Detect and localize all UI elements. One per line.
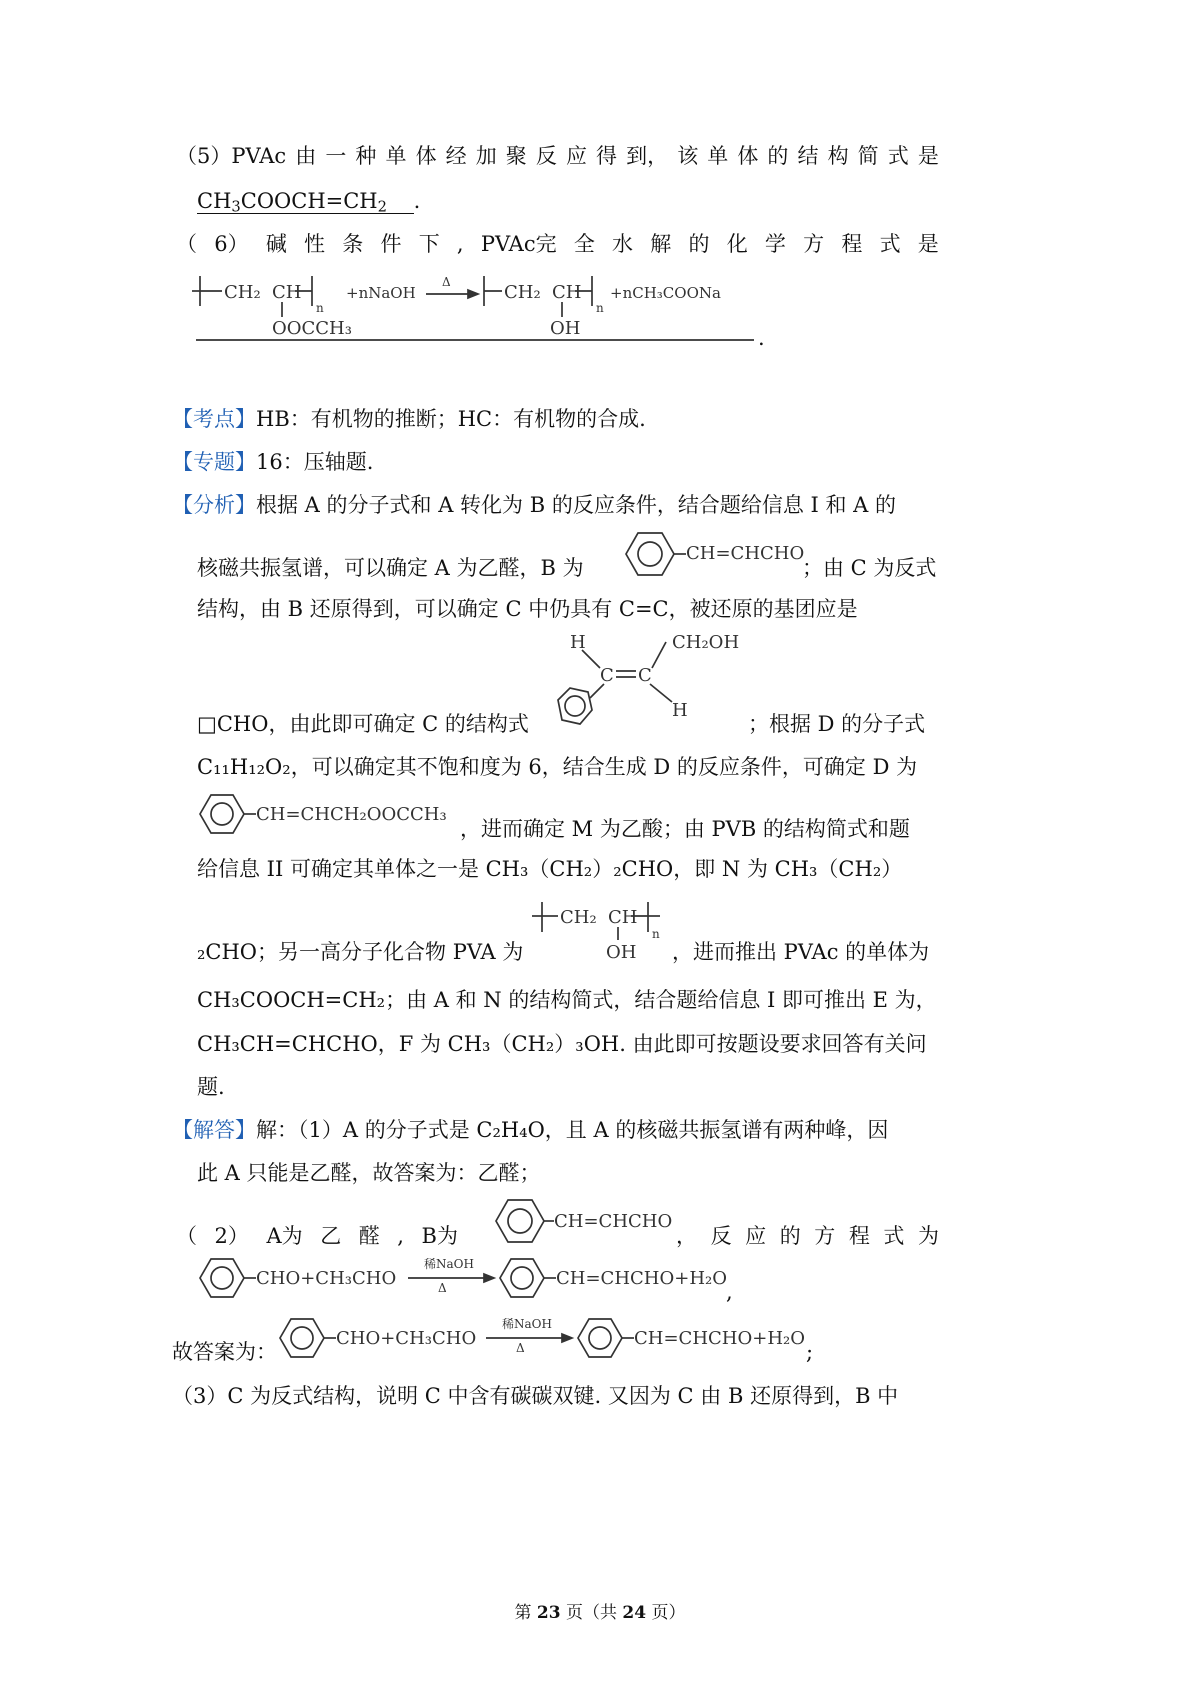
- condition-bottom: Δ: [516, 1341, 525, 1355]
- cinnamyl-alcohol-structure: [540, 628, 760, 738]
- jieda-text: 解：（1）A 的分子式是 C₂H₄O，且 A 的核磁共振氢谱有两种峰，因: [256, 1118, 889, 1142]
- q2-text-segment: 2）: [214, 1224, 249, 1248]
- q5-text-segment: 一: [325, 144, 347, 168]
- q5-text-segment: 聚: [505, 144, 527, 168]
- q6-text-segment: 碱: [265, 232, 287, 256]
- q5-text-segment: 是: [917, 144, 939, 168]
- fenxi-line-4a: □CHO，由此即可确定 C 的结构式: [197, 712, 529, 736]
- aldol-equation-2-svg: [276, 1310, 816, 1370]
- bond: [650, 684, 672, 702]
- products-label: CH=CHCHO+H₂O: [634, 1328, 805, 1349]
- q6-end: .: [758, 326, 765, 350]
- c-label: C: [600, 665, 614, 686]
- total-pages: 24: [622, 1603, 647, 1623]
- benzene-ring: [626, 533, 674, 575]
- cinnamaldehyde-svg: [618, 526, 808, 586]
- fenxi-tag: 【分析】: [172, 493, 256, 517]
- arrow-head: [484, 1274, 494, 1282]
- zhuanti-text: 16：压轴题.: [256, 450, 374, 474]
- benzene-circle: [638, 542, 662, 566]
- q2-text-segment: 式: [883, 1224, 905, 1248]
- q5-text-segment: 的: [767, 144, 789, 168]
- benzene-ring: [558, 688, 592, 724]
- q5-text-segment: 加: [475, 144, 497, 168]
- q6-text-segment: PVAc完: [480, 232, 557, 256]
- q2-text-segment: 程: [848, 1224, 870, 1248]
- eq1-comma: ,: [726, 1280, 733, 1304]
- q2-text-segment: 方: [814, 1224, 836, 1248]
- fenxi-line-1: [172, 493, 896, 518]
- condition-top: 稀NaOH: [502, 1317, 552, 1331]
- q5-text-segment: 应: [565, 144, 587, 168]
- q2-text-segment: （: [176, 1224, 197, 1248]
- fenxi-line-9: CH₃COOCH=CH₂；由 A 和 N 的结构简式，结合题给信息 I 即可推出 E 为，: [197, 988, 937, 1012]
- q2-text-segment: ,: [397, 1224, 404, 1248]
- q6-text-segment: 化: [726, 232, 748, 256]
- ch-label: CH: [552, 282, 582, 303]
- fenxi-text: 根据 A 的分子式和 A 转化为 B 的反应条件，结合题给信息 I 和 A 的: [256, 493, 896, 517]
- product-label: +nCH₃COONa: [610, 284, 721, 302]
- q5-text-segment: 反: [535, 144, 557, 168]
- ch-label: CH: [608, 907, 638, 928]
- q6-equation: [196, 268, 766, 346]
- cinnamaldehyde-label: CH=CHCHO: [554, 1211, 673, 1232]
- q3-line: （3）C 为反式结构，说明 C 中含有碳碳双键. 又因为 C 由 B 还原得到，B 中: [172, 1384, 899, 1408]
- q2-text-segment: A为: [266, 1224, 303, 1248]
- benzene-ring: [280, 1319, 324, 1357]
- q2-text-segment: 为: [917, 1224, 939, 1248]
- q6-text-segment: ,: [456, 232, 464, 256]
- q2-text-segment: 应: [745, 1224, 767, 1248]
- fenxi-line-2a: 核磁共振氢谱，可以确定 A 为乙醛，B 为: [197, 556, 584, 580]
- condition-top: 稀NaOH: [424, 1257, 474, 1271]
- cinnamyl-acetate-svg: [196, 788, 466, 844]
- q5-text-segment: 结: [797, 144, 819, 168]
- q2-text-segment: ，: [676, 1224, 697, 1248]
- fenxi-line-7: 给信息 II 可确定其单体之一是 CH₃（CH₂）₂CHO，即 N 为 CH₃（CH₂）: [197, 857, 903, 881]
- jieda-line-2: 此 A 只能是乙醛，故答案为：乙醛；: [197, 1161, 541, 1185]
- ch2-label: CH₂: [560, 907, 597, 928]
- q5-answer-formula: $CH_3COOCH=CH_2$: [197, 189, 414, 214]
- benzene-ring: [496, 1200, 544, 1242]
- fenxi-line-11: 题.: [197, 1075, 225, 1099]
- benzene-ring: [578, 1319, 622, 1357]
- q6-text-segment: 式: [879, 232, 901, 256]
- ch2oh-label: CH₂OH: [672, 632, 740, 653]
- kaodian-line: [172, 407, 646, 432]
- benzene-circle: [589, 1327, 611, 1349]
- current-page: 23: [536, 1603, 561, 1623]
- ch-label: CH: [272, 282, 302, 303]
- n-label: n: [316, 301, 324, 315]
- q5-text-segment: 单: [707, 144, 729, 168]
- q6-text-segment: 方: [803, 232, 825, 256]
- page-footer: 第 23 页（共 24 页）: [514, 1603, 686, 1623]
- q2-text-segment: 反: [710, 1224, 732, 1248]
- c-label: C: [638, 665, 652, 686]
- fenxi-line-3: 结构，由 B 还原得到，可以确定 C 中仍具有 C=C，被还原的基团应是: [197, 597, 858, 621]
- q6-text-segment: 解: [650, 232, 672, 256]
- q5-answer: $CH_3COOCH=CH_2$ .: [197, 189, 421, 216]
- q5-text-segment: 该: [677, 144, 699, 168]
- q6-text-segment: 条: [342, 232, 364, 256]
- pva-svg: [536, 898, 676, 962]
- benzene-circle: [511, 1267, 533, 1289]
- q6-text-segment: 6）: [214, 232, 249, 256]
- q2-text-segment: B为: [421, 1224, 458, 1248]
- q2-text-segment: 乙: [320, 1224, 342, 1248]
- cinnamaldehyde-label: CH=CHCHO: [686, 543, 805, 564]
- oh-label: OH: [550, 318, 581, 339]
- oh-label: OH: [606, 942, 637, 963]
- fenxi-line-2b: ；由 C 为反式: [802, 556, 937, 580]
- q5-text-segment: 得: [596, 144, 618, 168]
- q5-text-segment: 由: [295, 144, 317, 168]
- fenxi-line-5: C₁₁H₁₂O₂，可以确定其不饱和度为 6，结合生成 D 的反应条件，可确定 D 为: [197, 755, 918, 779]
- zhuanti-tag: 【专题】: [172, 450, 256, 474]
- q6-text-segment: 程: [841, 232, 863, 256]
- q2-head: [176, 1224, 458, 1249]
- answer-prefix: 故答案为：: [172, 1340, 277, 1364]
- ester-label: OOCCH₃: [272, 318, 352, 339]
- benzene-circle: [565, 696, 585, 716]
- condition-bottom: Δ: [438, 1281, 447, 1295]
- q5-text-segment: 构: [827, 144, 849, 168]
- fenxi-line-6b: ，进而确定 M 为乙酸；由 PVB 的结构简式和题: [460, 817, 910, 841]
- q6-text-segment: 全: [573, 232, 595, 256]
- arrow-head: [562, 1334, 572, 1342]
- q6-text-segment: 件: [380, 232, 402, 256]
- q2-cinnamaldehyde-svg: [490, 1194, 680, 1252]
- q5-text-segment: 种: [355, 144, 377, 168]
- cinnamyl-alcohol-svg: [540, 628, 760, 738]
- h-label: H: [672, 700, 688, 721]
- bond: [582, 650, 600, 668]
- q5-text-segment: 经: [445, 144, 467, 168]
- bond: [652, 642, 666, 668]
- fenxi-line-4b: ；根据 D 的分子式: [748, 712, 926, 736]
- q5-text-segment: 式: [887, 144, 909, 168]
- reactants-label: CHO+CH₃CHO: [336, 1328, 477, 1349]
- q6-line: [176, 232, 939, 257]
- cinnamyl-acetate-label: CH=CHCH₂OOCCH₃: [256, 804, 447, 825]
- q2-text-segment: 醛: [358, 1224, 380, 1248]
- benzene-ring: [200, 1259, 244, 1297]
- arrow-head: [468, 290, 478, 298]
- q6-text-segment: （: [176, 232, 197, 256]
- n-label: n: [652, 927, 660, 941]
- jieda-line-1: [172, 1118, 888, 1143]
- q5-text-segment: 体: [737, 144, 759, 168]
- q6-text-segment: 下: [418, 232, 440, 256]
- answer-end: ;: [806, 1340, 814, 1364]
- ch2-label: CH₂: [224, 282, 261, 303]
- cinnamaldehyde-structure: [618, 526, 808, 586]
- zhuanti-line: [172, 450, 373, 475]
- kaodian-text: HB：有机物的推断；HC：有机物的合成.: [256, 407, 646, 431]
- fenxi-line-8a: ₂CHO；另一高分子化合物 PVA 为: [197, 940, 524, 964]
- benzene-ring: [200, 795, 244, 833]
- aldol-equation-2: [276, 1310, 816, 1370]
- reactants-label: CHO+CH₃CHO: [256, 1268, 397, 1289]
- q5-text-segment: 体: [415, 144, 437, 168]
- q2-cinnamaldehyde: [490, 1194, 680, 1252]
- benzene-circle: [211, 1267, 233, 1289]
- q5-line: [176, 144, 939, 169]
- q6-text-segment: 性: [304, 232, 326, 256]
- benzene-ring: [500, 1259, 544, 1297]
- benzene-circle: [291, 1327, 313, 1349]
- q2-tail: [676, 1224, 939, 1249]
- benzene-circle: [211, 803, 233, 825]
- cinnamyl-acetate-structure: [196, 788, 466, 844]
- q6-text-segment: 的: [688, 232, 710, 256]
- benzene-circle: [508, 1209, 532, 1233]
- q6-text-segment: 是: [917, 232, 939, 256]
- jieda-tag: 【解答】: [172, 1118, 256, 1142]
- pva-structure: [536, 898, 676, 962]
- aldol-equation-1-svg: [196, 1250, 736, 1310]
- fenxi-line-10: CH₃CH=CHCHO，F 为 CH₃（CH₂）₃OH. 由此即可按题设要求回答有关问: [197, 1032, 927, 1056]
- q6-text-segment: 学: [764, 232, 786, 256]
- n-label: n: [596, 301, 604, 315]
- q5-text-segment: 到，: [626, 144, 669, 168]
- ch2-label: CH₂: [504, 282, 541, 303]
- q6-text-segment: 水: [612, 232, 634, 256]
- h-label: H: [570, 632, 586, 653]
- q5-text-segment: 简: [857, 144, 879, 168]
- reagent-label: +nNaOH: [346, 284, 416, 302]
- q5-text-segment: 单: [385, 144, 407, 168]
- kaodian-tag: 【考点】: [172, 407, 256, 431]
- products-label: CH=CHCHO+H₂O: [556, 1268, 727, 1289]
- q2-text-segment: 的: [779, 1224, 801, 1248]
- heat-label: Δ: [442, 275, 451, 289]
- q6-equation-svg: [196, 268, 766, 346]
- bond: [590, 684, 604, 698]
- fenxi-line-8b: ，进而推出 PVAc 的单体为: [672, 940, 930, 964]
- aldol-equation-1: [196, 1250, 736, 1310]
- q5-text-segment: （5）PVAc: [176, 144, 287, 168]
